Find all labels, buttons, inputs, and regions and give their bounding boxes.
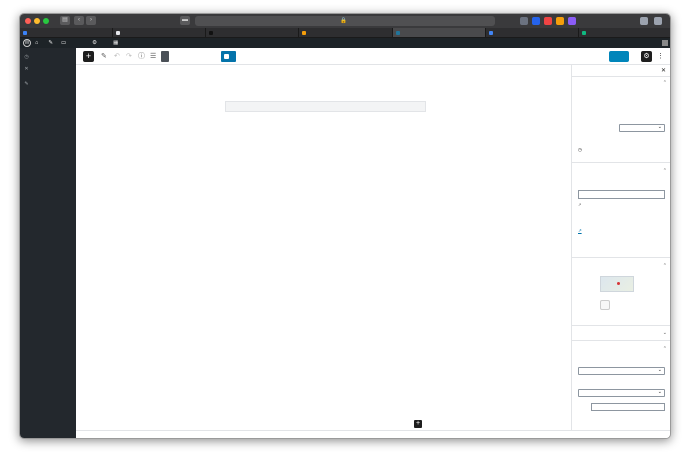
brush-icon: ✎ [48,40,53,46]
status-visibility-section [572,77,671,163]
gear-icon: ⚙ [92,40,98,46]
comment-icon: ▭ [60,40,67,46]
author-select[interactable] [619,124,665,132]
admin-bar-comments[interactable] [57,38,72,48]
close-window-button[interactable] [25,18,31,24]
sidebar-toggle-icon[interactable]: ▤ [60,16,70,25]
extension-icon[interactable] [532,17,540,25]
tools-pen-icon[interactable]: ✎ [101,53,107,60]
admin-bar-events[interactable] [109,38,124,48]
sidebar-item-dashboard[interactable] [20,52,76,64]
x-icon: ✕ [24,65,29,72]
undo-icon[interactable]: ↶ [114,53,120,60]
external-link-icon: ↗ [578,228,582,233]
close-icon[interactable]: ✕ [660,68,666,74]
new-tab-icon[interactable] [654,17,662,25]
chevron-up-icon[interactable]: ⌃ [662,168,667,174]
calendar-icon: ▦ [113,40,119,46]
forward-icon[interactable]: › [86,16,96,25]
editor-canvas [76,65,571,430]
chevron-up-icon[interactable]: ⌃ [662,263,667,269]
browser-tab[interactable] [393,28,486,37]
external-link-icon: ↗ [578,202,582,207]
editor-breadcrumb [76,430,671,439]
share-icon[interactable] [640,17,648,25]
admin-bar-customize[interactable] [44,38,57,48]
template-select[interactable] [578,367,665,375]
update-button[interactable] [609,51,629,62]
classic-block-toolbar[interactable] [225,101,426,112]
wpbakery-page-builder-button[interactable] [221,51,236,62]
permalink-section [572,163,671,258]
add-block-button[interactable]: + [83,51,94,62]
home-icon: ⌂ [35,40,39,46]
admin-bar-site[interactable] [31,38,44,48]
edit-with-cornerstone-button[interactable] [161,51,169,62]
browser-tab[interactable] [20,28,113,37]
sidebar-item-x[interactable] [20,64,76,76]
extension-icon[interactable] [568,17,576,25]
document-settings-panel [571,65,671,430]
order-input[interactable] [591,403,665,411]
browser-toolbar [20,14,671,28]
replace-image-button[interactable] [600,300,610,310]
extension-icon[interactable] [556,17,564,25]
discussion-section [572,326,671,341]
sidebar-item-posts[interactable] [20,79,76,91]
revisions-link[interactable] [578,147,582,153]
featured-image-section [572,258,671,326]
info-icon[interactable]: ⓘ [138,53,145,60]
chevron-up-icon[interactable]: ⌃ [662,346,667,352]
wp-admin-bar [20,38,671,48]
dashboard-icon: ◷ [24,54,29,61]
reader-icon[interactable]: ▬ [182,17,188,23]
featured-image-thumbnail[interactable] [600,276,634,292]
extension-icon[interactable] [544,17,552,25]
browser-window [19,13,671,439]
history-icon: ◷ [578,147,582,152]
browser-tab[interactable] [206,28,299,37]
minimize-window-button[interactable] [34,18,40,24]
browser-tab[interactable] [113,28,206,37]
wordpress-logo-icon[interactable]: W [24,40,30,46]
admin-sidebar [20,48,76,439]
browser-tab[interactable] [486,28,579,37]
editor-toolbar [76,48,671,65]
browser-tab[interactable] [299,28,392,37]
admin-bar-howdy[interactable] [654,40,671,46]
admin-bar-gear[interactable] [88,38,101,48]
lock-icon: 🔒 [340,18,347,24]
chevron-down-icon[interactable]: ⌄ [662,330,667,336]
list-view-icon[interactable]: ☰ [150,53,157,60]
add-block-inline-button[interactable]: + [415,420,421,427]
extension-icon[interactable] [520,17,528,25]
redo-icon[interactable]: ↷ [126,53,132,60]
browser-tab-strip [20,28,671,38]
address-bar[interactable] [195,16,495,26]
parent-page-select[interactable] [578,389,665,397]
avatar [662,40,668,46]
view-page-link[interactable] [578,228,666,233]
browser-tab[interactable] [579,28,671,37]
page-attributes-section [572,341,671,430]
url-slug-input[interactable] [578,190,665,199]
window-controls [25,18,49,24]
zoom-window-button[interactable] [43,18,49,24]
posts-icon: ✎ [24,81,29,88]
panel-tabs [572,65,671,77]
settings-gear-icon[interactable]: ⚙ [641,51,652,62]
back-icon[interactable]: ‹ [74,16,84,25]
more-options-icon[interactable]: ⋮ [657,53,664,60]
chevron-up-icon[interactable]: ⌃ [662,80,667,86]
slug-help-text [578,202,666,207]
